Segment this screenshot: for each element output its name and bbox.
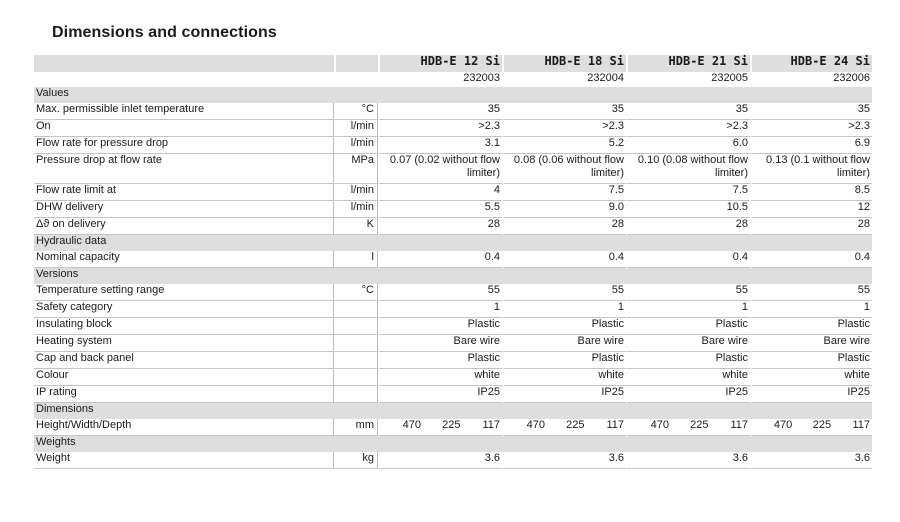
value-cell: 55	[378, 284, 502, 301]
section-heading: Versions	[34, 268, 872, 284]
row-label: Heating system	[34, 335, 334, 352]
model-name: HDB-E 12 Si	[378, 55, 502, 72]
value-cell: 3.6	[502, 452, 626, 469]
dimension-value: 117	[482, 419, 500, 431]
row-flow-rate-pressure-drop	[34, 137, 872, 154]
dimension-value: 225	[812, 419, 832, 431]
dimension-value: 117	[852, 419, 870, 431]
row-label: Flow rate for pressure drop	[34, 137, 334, 154]
row-unit: K	[334, 218, 378, 235]
value-cell: Bare wire	[502, 335, 626, 352]
row-colour	[34, 369, 872, 386]
value-cell: 5.5	[378, 201, 502, 218]
value-cell: Plastic	[626, 352, 750, 369]
value-cell: Plastic	[378, 352, 502, 369]
row-dhw-delivery	[34, 201, 872, 218]
row-label: Flow rate limit at	[34, 184, 334, 201]
value-cell: white	[502, 369, 626, 386]
dimension-values	[382, 419, 500, 432]
section-heading: Dimensions	[34, 403, 872, 419]
row-unit	[334, 335, 378, 352]
row-hwd	[34, 419, 872, 436]
value-cell: 55	[750, 284, 872, 301]
section-heading: Weights	[34, 436, 872, 452]
codes-unit-blank	[334, 72, 378, 87]
value-cell: 3.6	[626, 452, 750, 469]
value-cell: Plastic	[378, 318, 502, 335]
value-cell: Bare wire	[626, 335, 750, 352]
value-cell: white	[626, 369, 750, 386]
value-cell: 3.6	[378, 452, 502, 469]
header-unit-blank	[334, 55, 378, 72]
model-code: 232003	[463, 72, 500, 84]
value-cell: 0.08 (0.06 without flow limiter)	[502, 154, 626, 184]
row-unit	[334, 369, 378, 386]
row-unit: °C	[334, 284, 378, 301]
row-ip-rating	[34, 386, 872, 403]
dimension-value: 470	[773, 419, 793, 431]
value-cell: >2.3	[502, 120, 626, 137]
value-cell: Plastic	[750, 318, 872, 335]
row-label: IP rating	[34, 386, 334, 403]
value-cell: 1	[502, 301, 626, 318]
row-safety-category	[34, 301, 872, 318]
row-unit	[334, 301, 378, 318]
value-cell: Plastic	[626, 318, 750, 335]
value-cell: 35	[626, 103, 750, 120]
row-label: Colour	[34, 369, 334, 386]
value-cell: >2.3	[378, 120, 502, 137]
value-cell: >2.3	[626, 120, 750, 137]
dimension-values	[506, 419, 624, 432]
value-cell: Plastic	[502, 318, 626, 335]
value-cell: 1	[378, 301, 502, 318]
row-insulating-block	[34, 318, 872, 335]
model-code: 232006	[833, 72, 870, 84]
row-max-inlet-temp	[34, 103, 872, 120]
value-cell	[626, 419, 750, 436]
value-cell: 35	[378, 103, 502, 120]
value-cell: 7.5	[626, 184, 750, 201]
row-label: Insulating block	[34, 318, 334, 335]
model-code: 232004	[587, 72, 624, 84]
section-heading: Hydraulic data	[34, 235, 872, 251]
value-cell	[750, 419, 872, 436]
row-unit: l/min	[334, 137, 378, 154]
row-unit: l/min	[334, 120, 378, 137]
value-cell: 1	[626, 301, 750, 318]
value-cell: white	[750, 369, 872, 386]
row-label: Nominal capacity	[34, 251, 334, 268]
value-cell: 0.13 (0.1 without flow limiter)	[750, 154, 872, 184]
section-row-hydraulic	[34, 235, 872, 251]
row-unit: l/min	[334, 201, 378, 218]
row-unit: °C	[334, 103, 378, 120]
value-cell: 9.0	[502, 201, 626, 218]
row-unit: kg	[334, 452, 378, 469]
value-cell: 35	[750, 103, 872, 120]
row-label: On	[34, 120, 334, 137]
value-cell: 0.10 (0.08 without flow limiter)	[626, 154, 750, 184]
row-temp-setting-range	[34, 284, 872, 301]
value-cell: 6.9	[750, 137, 872, 154]
row-label: Weight	[34, 452, 334, 469]
row-label: Cap and back panel	[34, 352, 334, 369]
value-cell	[502, 419, 626, 436]
model-name: HDB-E 24 Si	[750, 55, 872, 72]
dimension-value: 470	[402, 419, 421, 431]
value-cell: 55	[502, 284, 626, 301]
value-cell: 12	[750, 201, 872, 218]
value-cell: 0.4	[626, 251, 750, 268]
dimension-values	[754, 419, 870, 432]
value-cell: 6.0	[626, 137, 750, 154]
value-cell: 1	[750, 301, 872, 318]
section-row-dimensions	[34, 403, 872, 419]
dimension-value: 470	[526, 419, 545, 431]
value-cell: Plastic	[502, 352, 626, 369]
value-cell: 28	[378, 218, 502, 235]
row-on	[34, 120, 872, 137]
value-cell: 3.1	[378, 137, 502, 154]
row-unit: l/min	[334, 184, 378, 201]
header-blank	[34, 55, 334, 72]
value-cell: 0.4	[750, 251, 872, 268]
row-cap-back-panel	[34, 352, 872, 369]
value-cell: >2.3	[750, 120, 872, 137]
value-cell: 3.6	[750, 452, 872, 469]
row-nominal-capacity	[34, 251, 872, 268]
value-cell	[378, 419, 502, 436]
section-row-values	[34, 87, 872, 103]
row-label: Pressure drop at flow rate	[34, 154, 334, 184]
section-heading: Values	[34, 87, 872, 103]
row-label: Δϑ on delivery	[34, 218, 334, 235]
value-cell: 0.07 (0.02 without flow limiter)	[378, 154, 502, 184]
row-weight	[34, 452, 872, 469]
row-unit	[334, 352, 378, 369]
row-unit: l	[334, 251, 378, 268]
value-cell: 0.4	[378, 251, 502, 268]
page-title: Dimensions and connections	[52, 24, 277, 41]
value-cell: white	[378, 369, 502, 386]
value-cell: 55	[626, 284, 750, 301]
value-cell: IP25	[378, 386, 502, 403]
row-label: Safety category	[34, 301, 334, 318]
row-delta-delivery	[34, 218, 872, 235]
dimension-value: 117	[730, 419, 748, 431]
row-label: Temperature setting range	[34, 284, 334, 301]
value-cell: Bare wire	[378, 335, 502, 352]
section-row-versions	[34, 268, 872, 284]
row-unit: mm	[334, 419, 378, 436]
row-unit	[334, 386, 378, 403]
row-label: Max. permissible inlet temperature	[34, 103, 334, 120]
model-name: HDB-E 18 Si	[502, 55, 626, 72]
row-label: Height/Width/Depth	[34, 419, 334, 436]
row-pressure-drop	[34, 154, 872, 184]
dimension-value: 225	[690, 419, 709, 431]
dimension-value: 225	[442, 419, 461, 431]
value-cell: 28	[626, 218, 750, 235]
value-cell: Bare wire	[750, 335, 872, 352]
codes-blank	[34, 72, 334, 87]
model-code: 232005	[711, 72, 748, 84]
value-cell: 28	[750, 218, 872, 235]
row-label: DHW delivery	[34, 201, 334, 218]
dimension-value: 225	[566, 419, 585, 431]
value-cell: 28	[502, 218, 626, 235]
dimension-values	[630, 419, 748, 432]
value-cell: 0.4	[502, 251, 626, 268]
value-cell: 10.5	[626, 201, 750, 218]
value-cell: IP25	[750, 386, 872, 403]
header-row	[34, 55, 872, 72]
specs-table	[34, 55, 872, 469]
value-cell: 4	[378, 184, 502, 201]
model-name: HDB-E 21 Si	[626, 55, 750, 72]
value-cell: Plastic	[750, 352, 872, 369]
value-cell: 35	[502, 103, 626, 120]
dimension-value: 470	[650, 419, 669, 431]
value-cell: 5.2	[502, 137, 626, 154]
section-row-weights	[34, 436, 872, 452]
value-cell: IP25	[626, 386, 750, 403]
value-cell: IP25	[502, 386, 626, 403]
value-cell: 8.5	[750, 184, 872, 201]
dimension-value: 117	[606, 419, 624, 431]
row-heating-system	[34, 335, 872, 352]
row-unit	[334, 318, 378, 335]
row-flow-rate-limit	[34, 184, 872, 201]
row-unit: MPa	[334, 154, 378, 184]
codes-row	[34, 72, 872, 87]
value-cell: 7.5	[502, 184, 626, 201]
